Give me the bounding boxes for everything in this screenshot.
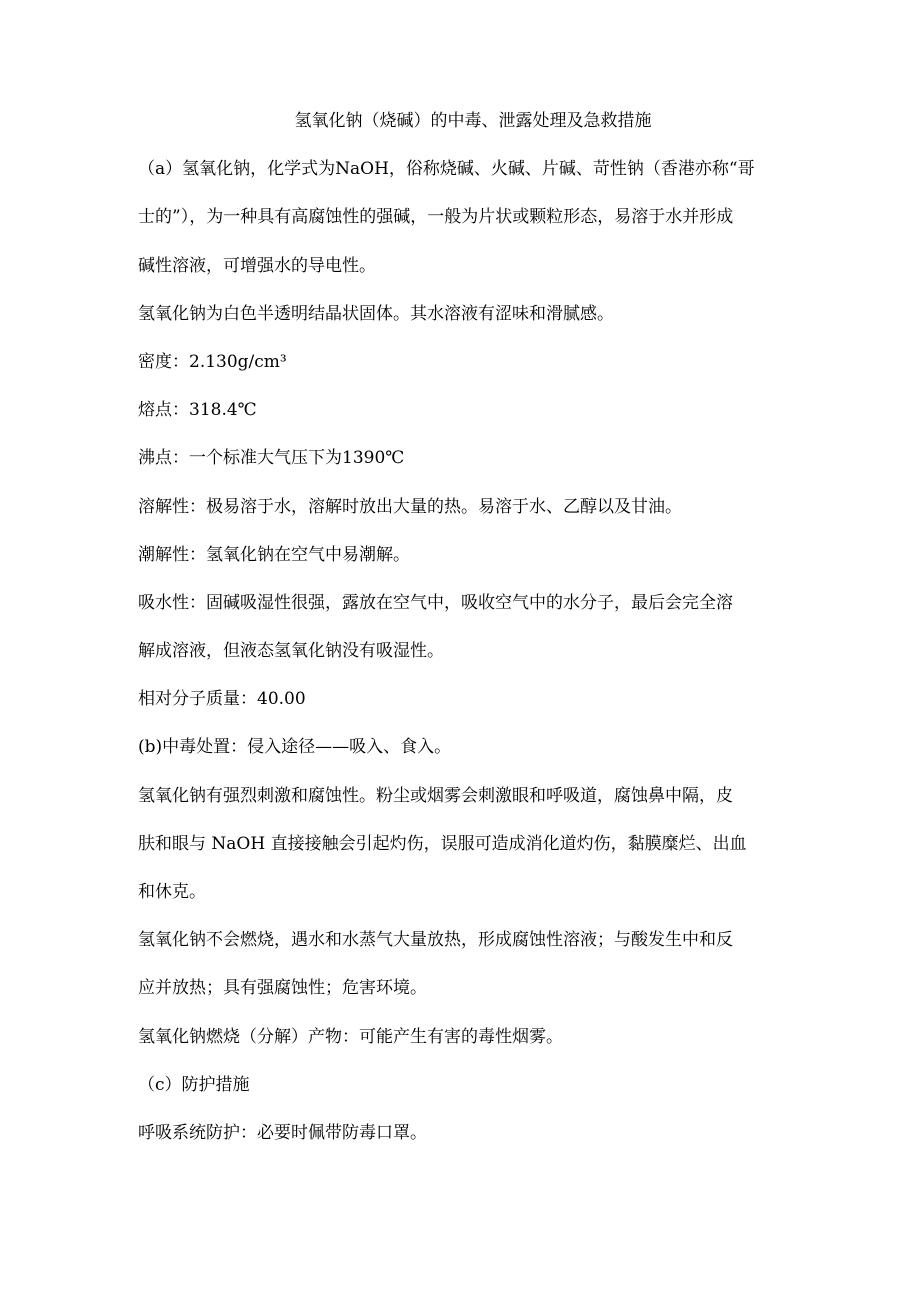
text-line: 应并放热；具有强腐蚀性；危害环境。 — [138, 978, 427, 999]
text-line: 解成溶液，但液态氢氧化钠没有吸湿性。 — [138, 641, 444, 662]
text-line: 和休克。 — [138, 882, 206, 902]
text-line: （a）氢氧化钠，化学式为NaOH，俗称烧碱、火碱、片碱、苛性钠（香港亦称“哥 — [138, 159, 755, 180]
text-line: 潮解性：氢氧化钠在空气中易潮解。 — [138, 544, 410, 565]
text-line: 呼吸系统防护：必要时佩带防毒口罩。 — [138, 1122, 427, 1143]
text-line: 氢氧化钠不会燃烧，遇水和水蒸气大量放热，形成腐蚀性溶液；与酸发生中和反 — [138, 930, 733, 951]
text-line: 熔点：318.4℃ — [138, 400, 257, 421]
text-line: 氢氧化钠为白色半透明结晶状固体。其水溶液有涩味和滑腻感。 — [138, 303, 614, 324]
text-line: 碱性溶液，可增强水的导电性。 — [138, 255, 376, 276]
text-line: 密度：2.130g/cm³ — [138, 351, 287, 372]
text-line: 肤和眼与 NaOH 直接接触会引起灼伤，误服可造成消化道灼伤，黏膜糜烂、出血 — [138, 833, 747, 854]
document-lines — [138, 145, 808, 1157]
text-line: 氢氧化钠有强烈刺激和腐蚀性。粉尘或烟雾会刺激眼和呼吸道，腐蚀鼻中隔，皮 — [138, 785, 733, 806]
text-line: （c）防护措施 — [138, 1074, 250, 1095]
text-line: 溶解性：极易溶于水，溶解时放出大量的热。易溶于水、乙醇以及甘油。 — [138, 496, 682, 517]
text-line: 士的”），为一种具有高腐蚀性的强碱，一般为片状或颗粒形态，易溶于水并形成 — [138, 207, 734, 228]
text-line: 吸水性：固碱吸湿性很强，露放在空气中，吸收空气中的水分子，最后会完全溶 — [138, 592, 733, 613]
text-line: 相对分子质量：40.00 — [138, 689, 306, 710]
text-line: 沸点：一个标准大气压下为1390℃ — [138, 448, 405, 469]
document-title: 氢氧化钠（烧碱）的中毒、泄露处理及急救措施 — [294, 111, 652, 131]
document-body — [138, 97, 808, 1157]
text-line: 氢氧化钠燃烧（分解）产物：可能产生有害的毒性烟雾。 — [138, 1026, 563, 1047]
text-line: (b)中毒处置：侵入途径——吸入、食入。 — [138, 737, 452, 758]
